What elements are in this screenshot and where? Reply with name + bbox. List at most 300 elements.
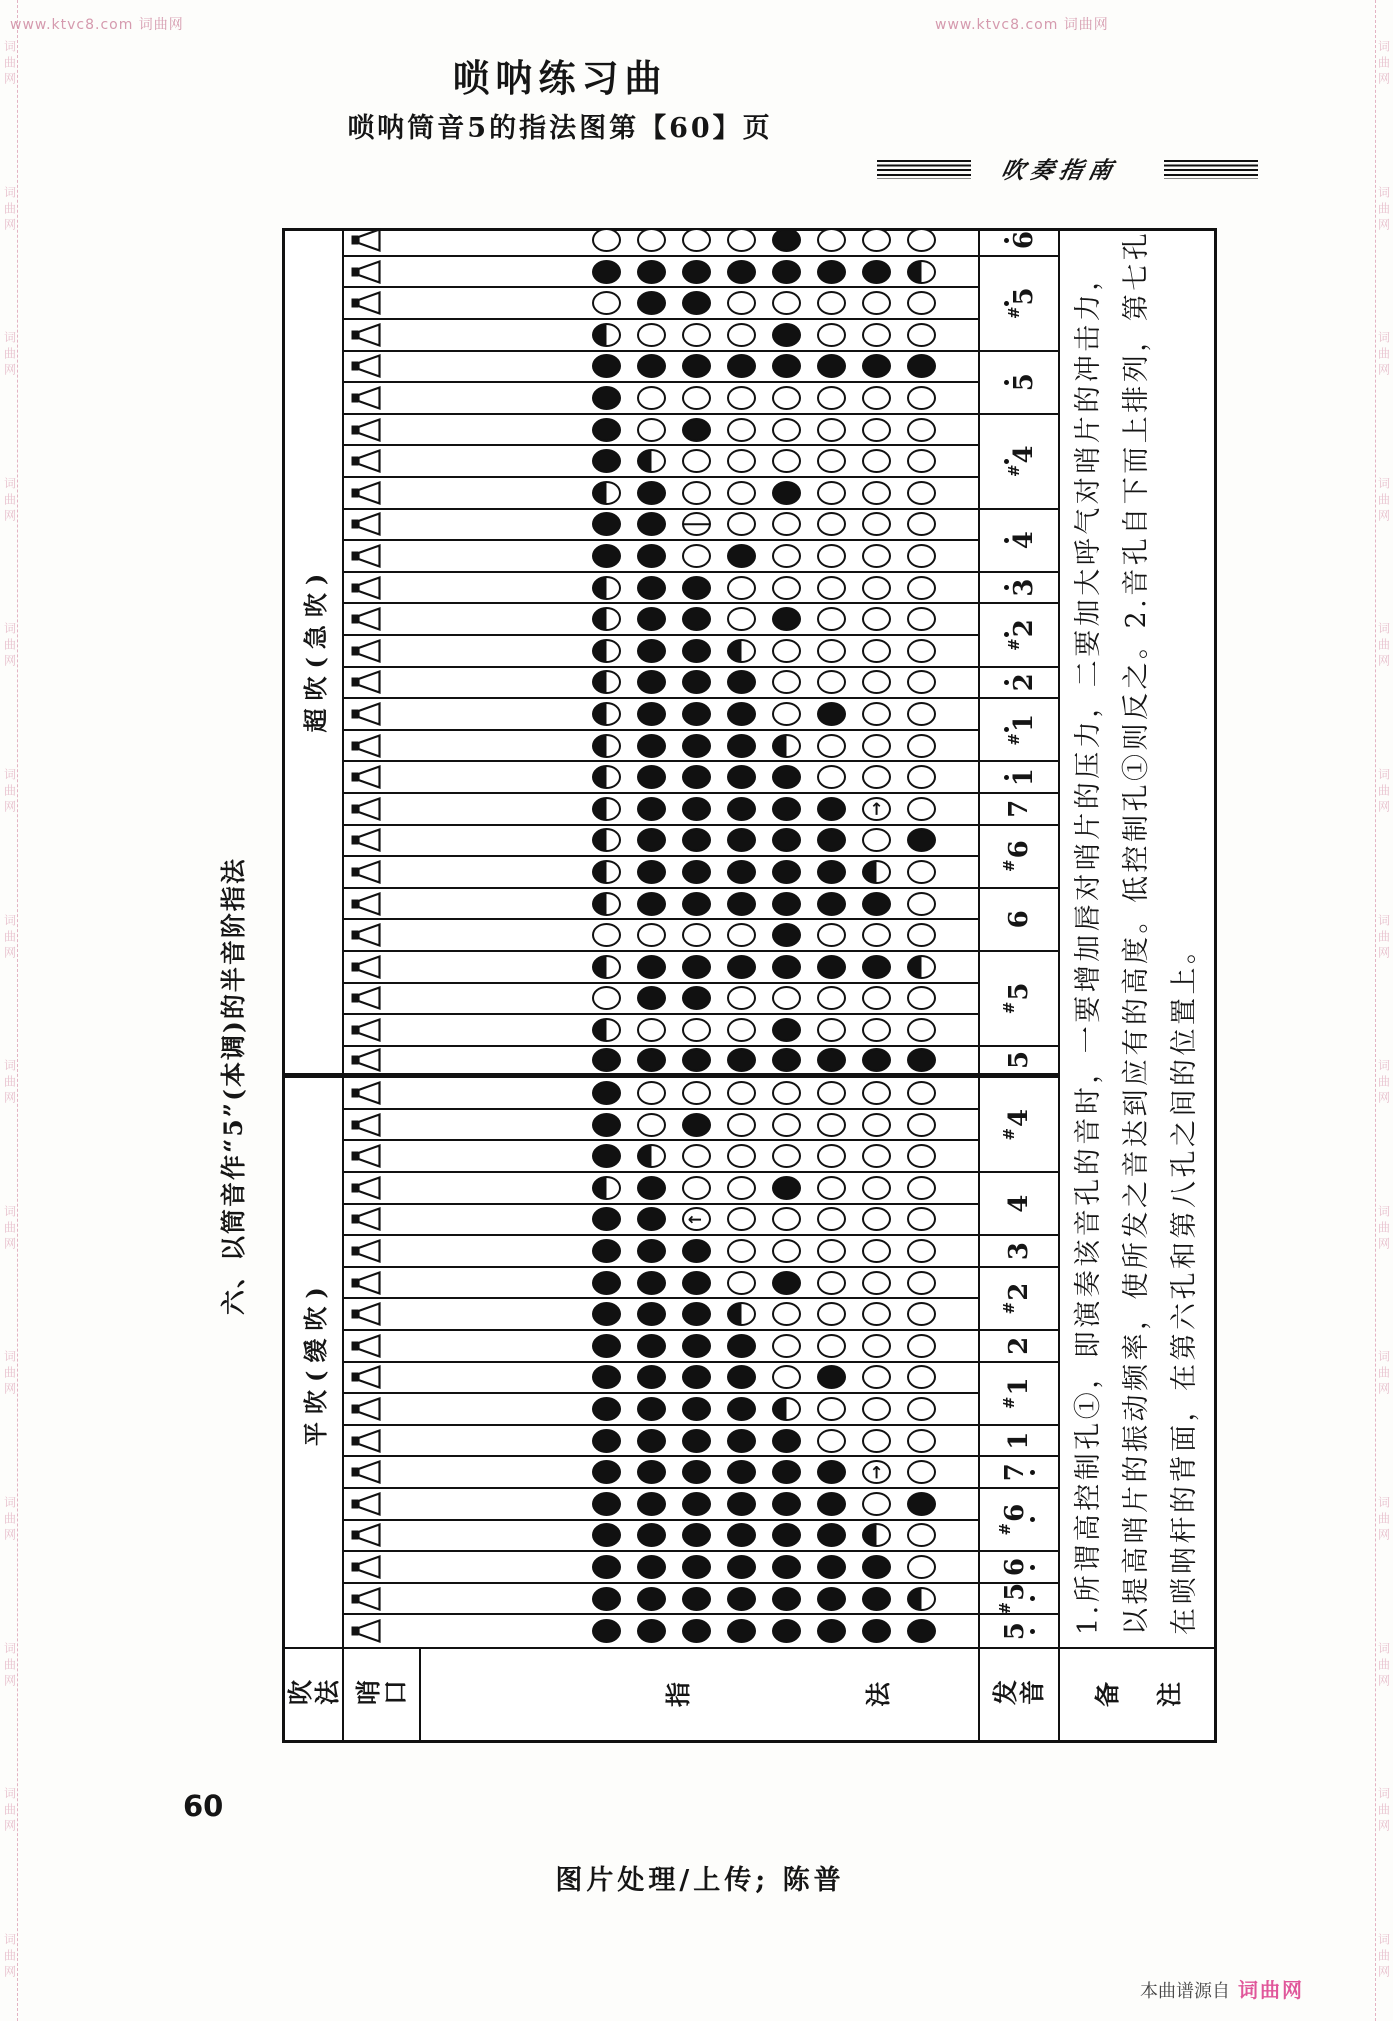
hole-circle-F (772, 923, 801, 947)
note-number: 5 (1008, 287, 1039, 306)
note-cell (980, 510, 1058, 573)
hole-circle-F (637, 1587, 666, 1611)
hole-circle-F (907, 1492, 936, 1516)
hole-circle-F (682, 260, 711, 284)
hole-circle-E (727, 1081, 756, 1105)
hole-circle-F (772, 481, 801, 505)
reed-icon (351, 764, 382, 790)
hole-circle-E (772, 702, 801, 726)
note-value (1000, 1377, 1034, 1410)
reed-icon (351, 1238, 382, 1264)
hole-circle-F (682, 1523, 711, 1547)
watermark-side-text: 词曲网 (1376, 913, 1391, 962)
header-reed-label: 哨口 (354, 1679, 409, 1709)
hole-circle-F (817, 1523, 846, 1547)
octave-dot-high (1004, 680, 1009, 685)
hole-circle-F (637, 986, 666, 1010)
hole-circle-E (907, 1207, 936, 1231)
reed-icon (351, 322, 382, 348)
hole-circle-F (592, 1271, 621, 1295)
hole-circle-F (727, 765, 756, 789)
note-value (1006, 1051, 1032, 1069)
note-cell (980, 1584, 1058, 1616)
hole-circle-E (772, 986, 801, 1010)
hole-circle-F (682, 1239, 711, 1263)
reed-icon (351, 985, 382, 1011)
hole-circle-F (592, 1365, 621, 1389)
hole-circle-F (637, 1619, 666, 1643)
hole-circle-F (682, 607, 711, 631)
finger-column (344, 1142, 978, 1174)
remarks-text (1060, 230, 1214, 1647)
note-cell (980, 889, 1058, 952)
hole-circle-F (592, 1460, 621, 1484)
hole-circle-E (907, 291, 936, 315)
octave-dot-high (1004, 727, 1009, 732)
hole-circle-F (817, 828, 846, 852)
blow-method-row (285, 231, 342, 1740)
hole-circle-F (772, 260, 801, 284)
hole-circle-F (862, 1555, 891, 1579)
hole-circle-F (637, 481, 666, 505)
sharp-sign: # (1000, 1001, 1018, 1015)
hole-circle-F (817, 702, 846, 726)
note-cell (980, 699, 1058, 762)
hole-circle-F (817, 1365, 846, 1389)
hole-circle-E (772, 291, 801, 315)
note-value (1002, 531, 1037, 549)
hole-circle-E (817, 1144, 846, 1168)
note-number: 6 (999, 1557, 1030, 1577)
hole-circle-F (772, 860, 801, 884)
reed-icon (351, 1586, 382, 1612)
hole-circle-H (592, 892, 621, 916)
finger-column (344, 794, 978, 826)
finger-column (344, 1268, 978, 1300)
header-remarks (1060, 1647, 1214, 1740)
hole-circle-F (682, 955, 711, 979)
finger-column (344, 1078, 978, 1110)
hole-circle-E (862, 607, 891, 631)
hole-circle-E (907, 544, 936, 568)
hole-circle-E (772, 512, 801, 536)
watermark-side-text: 词曲网 (1376, 1350, 1391, 1399)
hole-circle-F (817, 1619, 846, 1643)
note-number: 1 (1008, 768, 1039, 787)
sharp-sign: # (995, 1601, 1014, 1615)
header-column (344, 1647, 978, 1740)
finger-column (344, 1489, 978, 1521)
hole-circle-F (727, 1523, 756, 1547)
note-value (1002, 231, 1037, 249)
watermark-side-text: 词曲网 (2, 1932, 17, 1981)
header-blow-label: 吹法 (286, 1679, 341, 1709)
hole-circle-E (907, 986, 936, 1010)
note-cell (980, 573, 1058, 605)
blow-method-cell: 平吹(缓吹) (301, 1279, 330, 1446)
reed-icon (351, 859, 382, 885)
finger-column (344, 510, 978, 542)
hole-circle-E (862, 449, 891, 473)
hole-circle-F (592, 386, 621, 410)
hole-circle-F (772, 1018, 801, 1042)
hole-circle-E (817, 1271, 846, 1295)
hole-circle-E (907, 734, 936, 758)
watermark-side-text: 词曲网 (1376, 768, 1391, 817)
hole-circle-E (682, 228, 711, 252)
hole-circle-E (682, 544, 711, 568)
decorative-lines-left (877, 160, 971, 179)
hole-circle-F (637, 1365, 666, 1389)
note-value (999, 1463, 1037, 1482)
hole-circle-F (592, 1619, 621, 1643)
note-cell (980, 1331, 1058, 1363)
hole-circle-E (907, 228, 936, 252)
hole-circle-F (682, 1113, 711, 1137)
hole-circle-F (817, 797, 846, 821)
hole-circle-F (637, 291, 666, 315)
reed-icon (351, 417, 382, 443)
hole-circle-E (907, 670, 936, 694)
note-number: 6 (999, 1503, 1030, 1522)
note-number: 2 (1004, 1282, 1034, 1301)
hole-circle-E (907, 607, 936, 631)
hole-circle-E (727, 481, 756, 505)
hole-circle-H (772, 1397, 801, 1421)
hole-circle-F (772, 228, 801, 252)
hole-circle-F (727, 260, 756, 284)
hole-circle-E (817, 323, 846, 347)
hole-circle-E (817, 1176, 846, 1200)
note-cell (980, 1078, 1058, 1173)
hole-circle-F (592, 1113, 621, 1137)
hole-circle-E (772, 1239, 801, 1263)
watermark-side-text: 词曲网 (1376, 331, 1391, 380)
reed-icon (351, 1080, 382, 1106)
hole-circle-E (727, 228, 756, 252)
hole-circle-F (682, 576, 711, 600)
hole-circle-E (907, 1460, 936, 1484)
hole-circle-F (592, 418, 621, 442)
hole-circle-H (592, 607, 621, 631)
hole-circle-F (907, 828, 936, 852)
hole-circle-F (817, 1492, 846, 1516)
hole-circle-E (862, 228, 891, 252)
hole-circle-F (727, 860, 756, 884)
hole-circle-E (862, 481, 891, 505)
hole-circle-F (592, 1429, 621, 1453)
note-value (1006, 910, 1032, 928)
hole-circle-F (637, 828, 666, 852)
hole-circle-E (772, 1081, 801, 1105)
hole-circle-F (637, 1271, 666, 1295)
sharp-sign: # (1000, 1301, 1018, 1315)
note-number: 6 (1004, 910, 1034, 929)
hole-circle-E (907, 892, 936, 916)
hole-circle-E (907, 481, 936, 505)
finger-column (344, 889, 978, 921)
remarks-line: 1.所谓高控制孔①，即演奏该音孔的音时，一要增加唇对哨片的压力，二要加大呼气对哨片的冲击力， (1073, 260, 1104, 1635)
finger-column (344, 1047, 978, 1079)
hole-circle-F (727, 702, 756, 726)
note-value (1002, 673, 1037, 691)
note-cell (980, 1489, 1058, 1552)
remarks-line: 在唢呐杆的背面，在第六孔和第八孔之间的位置上。 (1169, 933, 1200, 1635)
reed-icon (351, 290, 382, 316)
hole-circle-H (592, 670, 621, 694)
hole-circle-E (817, 639, 846, 663)
sharp-sign: # (1004, 464, 1023, 478)
note-number: 5 (1004, 1050, 1034, 1070)
watermark-side-text: 词曲网 (2, 1204, 17, 1253)
hole-circle-E (907, 860, 936, 884)
hole-circle-F (682, 1334, 711, 1358)
hole-circle-F (727, 828, 756, 852)
hole-circle-F (592, 1302, 621, 1326)
footer-source (1140, 1974, 1304, 2003)
reed-icon (351, 1206, 382, 1232)
hole-circle-E (817, 576, 846, 600)
hole-circle-F (682, 828, 711, 852)
hole-circle-E (907, 765, 936, 789)
reed-icon (351, 1428, 382, 1454)
hole-circle-E (772, 1334, 801, 1358)
hole-circle-H (592, 1176, 621, 1200)
hole-circle-F (727, 1048, 756, 1072)
hole-circle-H (592, 734, 621, 758)
hole-circle-E (772, 670, 801, 694)
hole-circle-E (772, 449, 801, 473)
watermark-side-text: 词曲网 (1376, 1204, 1391, 1253)
hole-circle-E (727, 1271, 756, 1295)
hole-circle-F (682, 1555, 711, 1579)
header-fingering-char2: 法 (864, 1682, 893, 1708)
hole-circle-E (772, 1365, 801, 1389)
hole-circle-F (727, 1397, 756, 1421)
hole-circle-F (592, 1555, 621, 1579)
hole-circle-F (727, 1460, 756, 1484)
note-number: 5 (999, 1582, 1030, 1601)
hole-circle-F (592, 260, 621, 284)
finger-column (344, 1457, 978, 1489)
finger-column (344, 1521, 978, 1553)
hole-circle-E (682, 923, 711, 947)
hole-circle-F (772, 1587, 801, 1611)
hole-circle-F (862, 892, 891, 916)
hole-circle-F (682, 1460, 711, 1484)
hole-circle-E (682, 1144, 711, 1168)
hole-circle-E (727, 418, 756, 442)
reed-icon (351, 827, 382, 853)
hole-circle-F (727, 1334, 756, 1358)
hole-circle-E (817, 386, 846, 410)
note-cell (980, 952, 1058, 1047)
watermark-side-text: 词曲网 (2, 40, 17, 88)
hole-circle-E (772, 544, 801, 568)
hole-circle-H (592, 955, 621, 979)
hole-circle-F (592, 1081, 621, 1105)
reed-icon (351, 1459, 382, 1485)
hole-circle-F (637, 607, 666, 631)
octave-dot-high (1004, 538, 1009, 543)
page-subtitle: 唢呐筒音5的指法图第【60】页 (347, 113, 773, 144)
hole-circle-F (727, 1492, 756, 1516)
hole-circle-F (592, 1048, 621, 1072)
hole-circle-F (682, 670, 711, 694)
hole-circle-E (862, 1239, 891, 1263)
watermark-right-strip (1375, 0, 1391, 2021)
hole-circle-E (907, 923, 936, 947)
header-sound-label: 发音 (992, 1679, 1046, 1709)
watermark-side-text: 词曲网 (2, 1641, 17, 1690)
hole-circle-F (862, 1048, 891, 1072)
hole-circle-F (817, 1587, 846, 1611)
hole-circle-E (592, 291, 621, 315)
hole-circle-E (682, 1176, 711, 1200)
finger-column (344, 1331, 978, 1363)
watermark-side-text: 词曲网 (1376, 622, 1391, 671)
hole-circle-E (907, 1239, 936, 1263)
hole-circle-F (682, 734, 711, 758)
hole-circle-E (862, 670, 891, 694)
header-fingering-char1: 指 (664, 1682, 693, 1708)
hole-circle-F (637, 639, 666, 663)
hole-circle-E (727, 512, 756, 536)
hole-circle-E (817, 1429, 846, 1453)
hole-circle-F (772, 1523, 801, 1547)
reed-icon (351, 1143, 382, 1169)
hole-circle-H (862, 1523, 891, 1547)
note-value (999, 1622, 1037, 1641)
hole-circle-H (592, 860, 621, 884)
hole-circle-E (727, 1018, 756, 1042)
hole-circle-F (682, 1365, 711, 1389)
hole-circle-E (817, 923, 846, 947)
hole-circle-E (907, 449, 936, 473)
hole-circle-E (772, 1113, 801, 1137)
finger-column (344, 383, 978, 415)
hole-circle-H (592, 1018, 621, 1042)
hole-circle-F (592, 1239, 621, 1263)
hole-circle-E (682, 1018, 711, 1042)
reed-icon (351, 1112, 382, 1138)
finger-grid (344, 225, 978, 1647)
hole-circle-H (637, 1144, 666, 1168)
hole-circle-B (682, 512, 711, 536)
hole-circle-F (637, 1397, 666, 1421)
note-value (995, 1503, 1037, 1536)
hole-circle-E (907, 639, 936, 663)
hole-circle-F (637, 1492, 666, 1516)
sharp-sign: # (995, 1522, 1014, 1536)
note-number: 4 (1008, 531, 1039, 550)
reed-icon (351, 1270, 382, 1296)
hole-circle-E (637, 1081, 666, 1105)
hole-circle-F (682, 418, 711, 442)
note-cell (980, 1615, 1058, 1647)
hole-circle-E (907, 512, 936, 536)
note-value (1000, 982, 1034, 1015)
hole-circle-E (862, 418, 891, 442)
hole-circle-E (907, 1365, 936, 1389)
hole-circle-E (907, 1018, 936, 1042)
hole-circle-E (862, 923, 891, 947)
blow-method-cell: 超吹(急吹) (285, 225, 342, 1078)
octave-dot-low (1030, 1629, 1035, 1634)
hole-circle-E (862, 323, 891, 347)
hole-circle-E (682, 386, 711, 410)
hole-circle-F (637, 260, 666, 284)
hole-circle-E (727, 449, 756, 473)
header-remarks-char1: 备 (1093, 1682, 1122, 1708)
hole-circle-E (772, 418, 801, 442)
hole-circle-F (862, 1619, 891, 1643)
finger-column (344, 699, 978, 731)
octave-dot-low (1030, 1565, 1035, 1570)
note-value (1002, 714, 1037, 746)
hole-circle-E (907, 418, 936, 442)
reed-icon (351, 922, 382, 948)
hole-circle-E (907, 1334, 936, 1358)
hole-circle-H (907, 1587, 936, 1611)
finger-column (344, 1236, 978, 1268)
finger-column (344, 636, 978, 668)
hole-circle-E (862, 734, 891, 758)
hole-circle-F (682, 765, 711, 789)
sharp-sign: # (1000, 859, 1018, 872)
hole-circle-F (682, 1397, 711, 1421)
hole-circle-E (637, 323, 666, 347)
watermark-side-text: 词曲网 (1376, 185, 1391, 234)
hole-circle-E (727, 607, 756, 631)
note-cell (980, 668, 1058, 700)
hole-circle-F (682, 986, 711, 1010)
hole-circle-F (682, 1271, 711, 1295)
hole-circle-F (817, 1048, 846, 1072)
hole-circle-F (637, 544, 666, 568)
hole-circle-E (817, 986, 846, 1010)
note-number: 6 (1008, 230, 1039, 250)
hole-circle-E (682, 481, 711, 505)
octave-dot-low (1030, 1517, 1035, 1522)
hole-circle-F (727, 1365, 756, 1389)
hole-circle-F (637, 892, 666, 916)
hole-circle-E (862, 386, 891, 410)
octave-dot-high (1004, 585, 1009, 590)
hole-circle-F (817, 892, 846, 916)
note-value (995, 1582, 1037, 1615)
hole-circle-E (907, 1144, 936, 1168)
hole-circle-H (772, 734, 801, 758)
finger-column (344, 1299, 978, 1331)
hole-circle-E (727, 323, 756, 347)
note-number: 4 (1004, 1194, 1034, 1213)
hole-circle-F (727, 955, 756, 979)
note-cell (980, 762, 1058, 794)
finger-column (344, 320, 978, 352)
hole-circle-F (727, 670, 756, 694)
hole-circle-F (637, 1239, 666, 1263)
reed-icon (351, 1618, 382, 1644)
reed-icon (351, 353, 382, 379)
reed-icon (351, 1301, 382, 1327)
watermark-side-text: 词曲网 (2, 1350, 17, 1399)
blow-method-cells (285, 225, 342, 1647)
hole-circle-F (682, 1429, 711, 1453)
finger-column (344, 415, 978, 447)
hole-circle-F (727, 354, 756, 378)
hole-circle-F (727, 892, 756, 916)
